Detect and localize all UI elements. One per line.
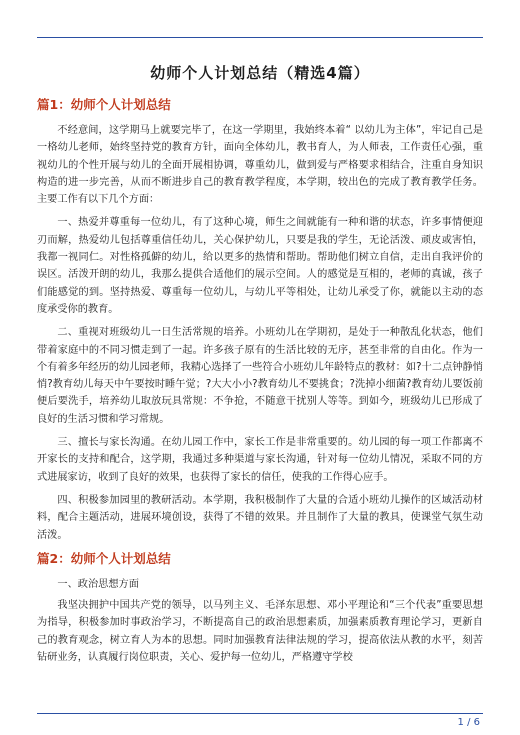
paragraph: 四、积极参加园里的教研活动。本学期，我积极制作了大量的合适小班幼儿操作的区域活动材料，配合主题活动，进展环境创设，获得了不错的效果。并且制作了大量的教具，使课堂气氛生动活泼。 — [37, 494, 483, 541]
document-title: 幼师个人计划总结（精选4篇） — [150, 64, 370, 82]
paragraph: 三、擅长与家长沟通。在幼儿园工作中，家长工作是非常重要的。幼儿园的每一项工作都离不开家长的支持和配合，这学期，我通过多种渠道与家长沟通，针对每一位幼儿情况，采取不同的方式进展家访，收到了良好的效果，也获得了家长的信任，使我的工作得心应手。 — [37, 437, 483, 483]
document-body — [37, 62, 483, 672]
paragraph: 二、重视对班级幼儿一日生活常规的培养。小班幼儿在学期初，是处于一种散乱化状态，他们带着家庭中的不同习惯走到了一起。许多孩子原有的生活比较的无序，甚至非常的自由化。作为一个有着多年经历的幼儿园老师，我精心选择了一些符合小班幼儿年龄特点的教材：如?十二点钟静悄悄?教育幼儿每天中午要按时睡午觉；?大大小小?教育幼儿不要挑食；?洗掉小细菌?教育幼儿要饭前便后要洗手，培养幼儿取放玩具常规：不争抢，不随意干扰别人等等。到如今，班级幼儿已形成了良好的生活习惯和学习常规。 — [37, 327, 483, 425]
header-rule — [37, 37, 483, 38]
section-heading-1: 篇1：幼师个人计划总结 — [37, 97, 171, 112]
paragraph: 我坚决拥护中国共产党的领导，以马列主义、毛泽东思想、邓小平理论和“三个代表”重要思想为指导，积极参加时事政治学习，不断提高自己的政治思想素质，加强素质教育理论学习，更新自己的教育观念，树立育人为本的思想。同时加强教育法律法规的学习，提高依法从教的水平，刻苦钻研业务，认真履行岗位职责，关心、爱护每一位幼儿，严格遵守学校 — [37, 600, 483, 664]
section-heading-2: 篇2：幼师个人计划总结 — [37, 550, 171, 566]
subsection-heading: 一、政治思想方面 — [57, 578, 139, 590]
paragraph: 一、热爱并尊重每一位幼儿，有了这种心境，师生之间就能有一种和谐的状态，许多事情便迎刃而解，热爱幼儿包括尊重信任幼儿，关心保护幼儿，只要是我的学生，无论活泼、顽皮或害怕，我都一视同仁。对性格孤僻的幼儿，给以更多的热情和帮助。帮助他们树立自信，走出自我评价的误区。活泼开朗的幼儿，我那么提供合适他们的展示空间。人的感觉是互相的，老师的真诚，孩子们能感觉的到。坚持热爱、尊重每一位幼儿，与幼儿平等相处，让幼儿承受了你，就能以主动的态度承受你的教育。 — [37, 217, 483, 315]
footer-rule — [37, 713, 483, 714]
paragraph: 不经意间，这学期马上就要完毕了，在这一学期里，我始终本着“ 以幼儿为主体”，牢记自己是一格幼儿老师，始终坚持党的教育方针，面向全体幼儿，教书育人，为人师表，工作责任心强，重视幼儿的个性开展与幼儿的全面开展相协调，尊重幼儿，做到爱与严格要求相结合，注重自身知识构造的进一步完善，从而不断进步自己的教育教学程度，本学期，较出色的完成了教育教学任务。主要工作有以下几个方面： — [37, 125, 483, 206]
page-indicator: 1 / 6 — [457, 717, 480, 728]
